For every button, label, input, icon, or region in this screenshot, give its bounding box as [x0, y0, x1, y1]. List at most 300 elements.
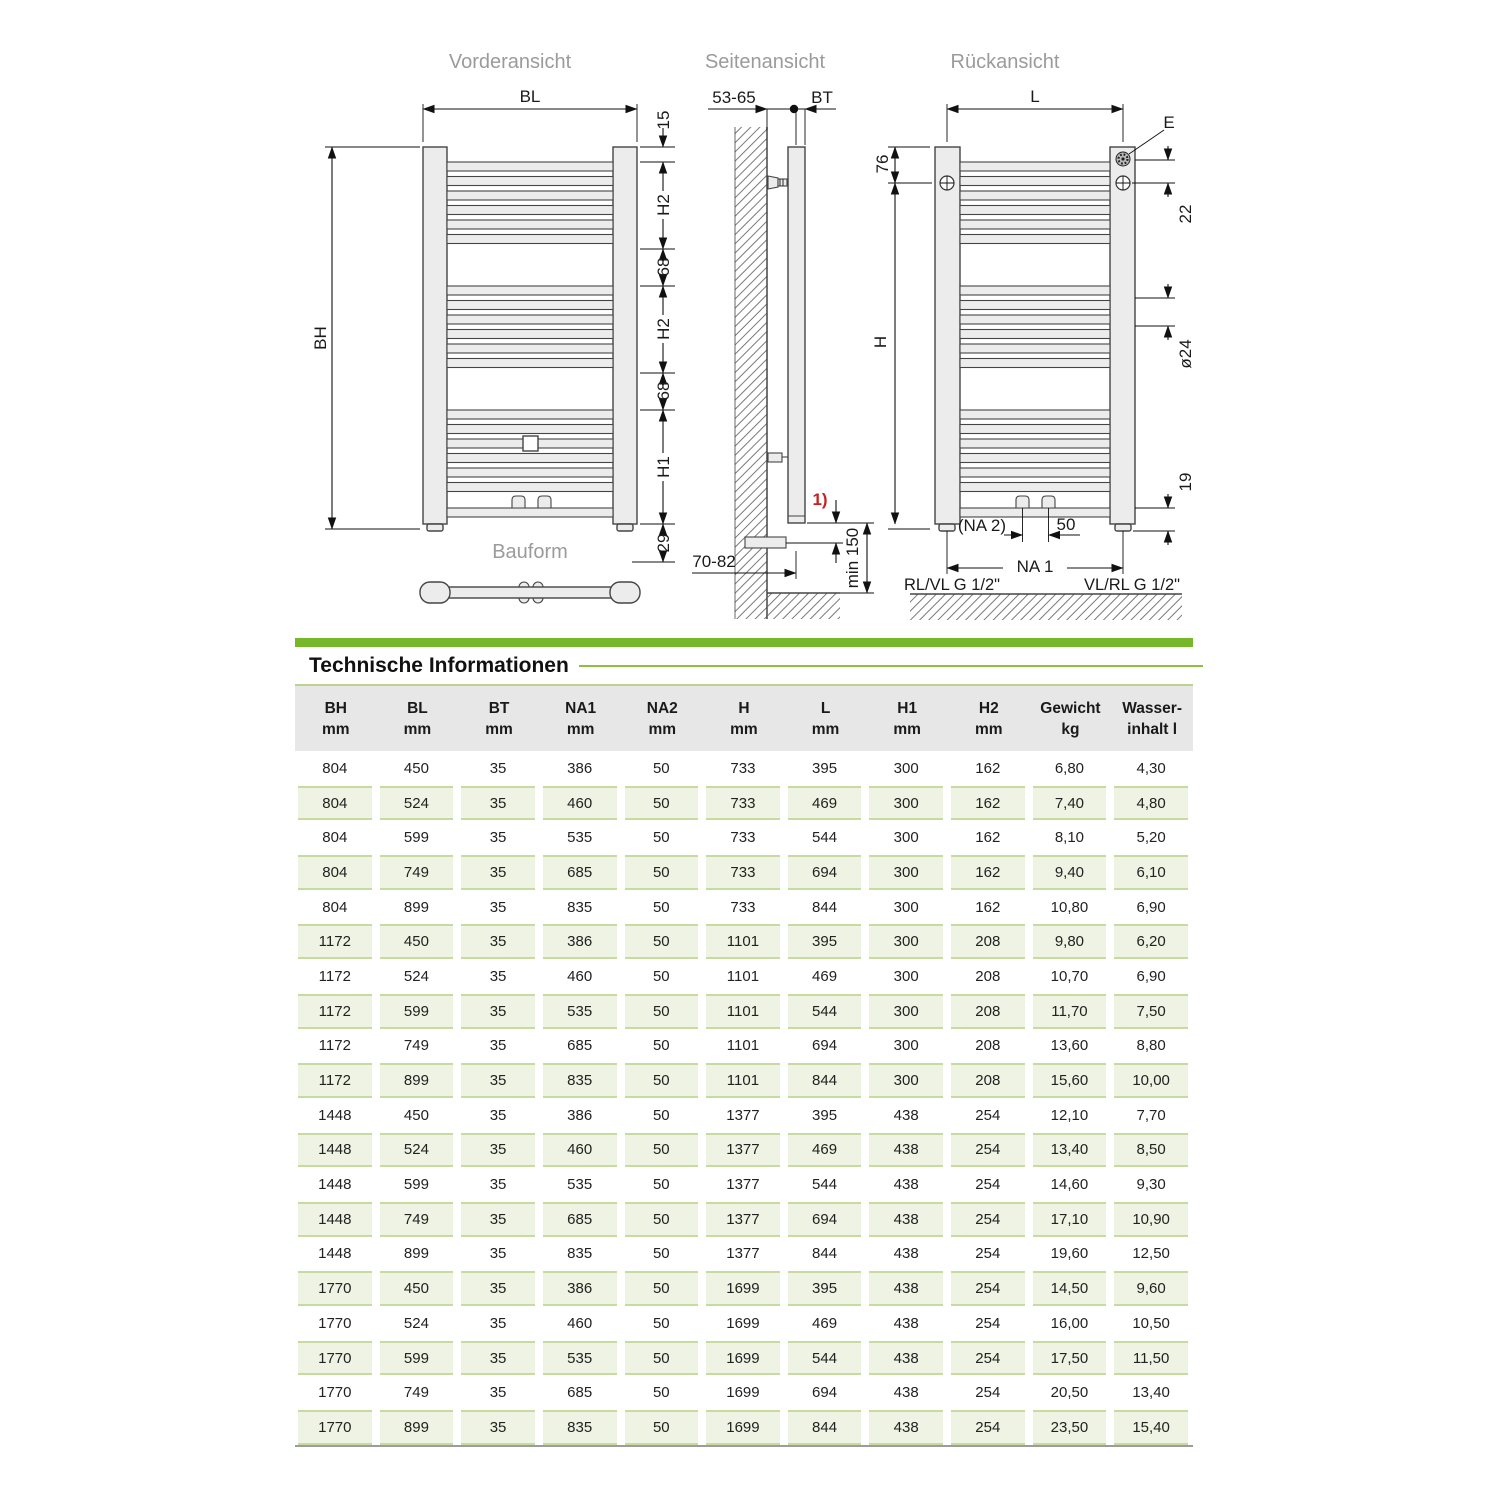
table-cell: 35	[458, 1375, 540, 1410]
floor-hatch	[910, 594, 1182, 620]
table-cell: 438	[866, 1271, 948, 1306]
table-cell: 50	[622, 994, 704, 1029]
side-bottom-pipe	[745, 537, 786, 548]
table-cell: 685	[540, 855, 622, 890]
table-cell: 254	[948, 1167, 1030, 1202]
table-cell: 300	[866, 786, 948, 821]
table-cell: 50	[622, 1029, 704, 1064]
rear-view-title: Rückansicht	[950, 51, 1060, 73]
dim-label-68-upper: 68	[654, 257, 673, 277]
table-cell: 162	[948, 855, 1030, 890]
column-header: H1 mm	[866, 686, 948, 751]
table-cell: 835	[540, 1410, 622, 1445]
table-cell: 7,50	[1111, 994, 1193, 1029]
table-row	[295, 1063, 1193, 1098]
table-cell: 13,40	[1030, 1133, 1112, 1168]
table-cell: 208	[948, 994, 1030, 1029]
table-row	[295, 1202, 1193, 1237]
table-cell: 50	[622, 1341, 704, 1376]
table-body	[295, 751, 1193, 1445]
table-cell: 1699	[703, 1271, 785, 1306]
front-valve	[523, 436, 538, 451]
column-header: BH mm	[295, 686, 377, 751]
table-cell: 254	[948, 1133, 1030, 1168]
table-cell: 35	[458, 1271, 540, 1306]
table-row	[295, 1341, 1193, 1376]
front-connection-nub	[538, 496, 551, 508]
table-cell: 10,80	[1030, 890, 1112, 925]
table-cell: 20,50	[1030, 1375, 1112, 1410]
connection-label-right: VL/RL G 1/2"	[1083, 576, 1181, 594]
table-cell: 386	[540, 751, 622, 786]
dim-label-19: 19	[1176, 472, 1195, 492]
table-cell: 1448	[295, 1133, 377, 1168]
table-cell: 9,80	[1030, 924, 1112, 959]
footnote-marker: 1)	[812, 490, 828, 509]
rear-left-foot	[939, 524, 955, 531]
table-cell: 438	[866, 1167, 948, 1202]
table-cell: 1101	[703, 959, 785, 994]
table-cell: 50	[622, 1098, 704, 1133]
table-cell: 12,50	[1111, 1237, 1193, 1272]
dim-label-tube-diameter: ø24	[1176, 339, 1195, 369]
bauform-title: Bauform	[492, 541, 568, 563]
table-cell: 899	[377, 890, 459, 925]
table-cell: 460	[540, 1133, 622, 1168]
table-row	[295, 1375, 1193, 1410]
table-cell: 469	[785, 959, 867, 994]
table-cell: 35	[458, 1133, 540, 1168]
table-cell: 12,10	[1030, 1098, 1112, 1133]
table-cell: 438	[866, 1133, 948, 1168]
table-cell: 386	[540, 924, 622, 959]
table-cell: 524	[377, 1306, 459, 1341]
table-row	[295, 820, 1193, 855]
dim-label-76: 76	[873, 154, 892, 174]
table-cell: 6,20	[1111, 924, 1193, 959]
table-cell: 395	[785, 924, 867, 959]
table-cell: 1770	[295, 1271, 377, 1306]
table-cell: 1101	[703, 1029, 785, 1064]
table-cell: 15,40	[1111, 1410, 1193, 1445]
dim-label-e: E	[1163, 113, 1175, 132]
table-cell: 35	[458, 1029, 540, 1064]
table-cell: 469	[785, 1133, 867, 1168]
table-cell: 254	[948, 1237, 1030, 1272]
table-cell: 1101	[703, 924, 785, 959]
dim-label-15: 15	[654, 110, 673, 130]
table-cell: 162	[948, 820, 1030, 855]
table-cell: 162	[948, 786, 1030, 821]
table-row	[295, 1029, 1193, 1064]
table-cell: 35	[458, 820, 540, 855]
table-cell: 254	[948, 1410, 1030, 1445]
table-row	[295, 1306, 1193, 1341]
dim-label-na1: NA 1	[1016, 557, 1054, 576]
table-cell: 300	[866, 1029, 948, 1064]
table-row	[295, 1410, 1193, 1445]
table-cell: 162	[948, 890, 1030, 925]
dim-label-bh: BH	[311, 326, 330, 350]
table-cell: 15,60	[1030, 1063, 1112, 1098]
front-view	[311, 51, 675, 562]
side-radiator-bar	[788, 147, 805, 523]
table-cell: 535	[540, 820, 622, 855]
table-cell: 1172	[295, 924, 377, 959]
bauform-left-cap	[420, 582, 450, 603]
table-cell: 1172	[295, 1029, 377, 1064]
table-cell: 254	[948, 1202, 1030, 1237]
table-cell: 804	[295, 855, 377, 890]
front-left-collector	[423, 147, 447, 524]
table-bottom-rule	[295, 1445, 1193, 1447]
rear-connection-nub	[1042, 496, 1055, 508]
table-cell: 9,40	[1030, 855, 1112, 890]
table-cell: 254	[948, 1375, 1030, 1410]
dim-reference-dot	[790, 105, 798, 113]
table-cell: 535	[540, 1341, 622, 1376]
table-cell: 685	[540, 1029, 622, 1064]
table-cell: 835	[540, 890, 622, 925]
table-cell: 35	[458, 1410, 540, 1445]
table-cell: 35	[458, 786, 540, 821]
table-cell: 50	[622, 1167, 704, 1202]
table-cell: 10,00	[1111, 1063, 1193, 1098]
table-cell: 438	[866, 1098, 948, 1133]
table-cell: 10,70	[1030, 959, 1112, 994]
mounting-point	[1116, 176, 1130, 190]
table-cell: 1377	[703, 1167, 785, 1202]
table-cell: 450	[377, 751, 459, 786]
table-cell: 50	[622, 1133, 704, 1168]
column-header: H2 mm	[948, 686, 1030, 751]
dim-label-h2-lower: H2	[654, 318, 673, 340]
table-cell: 300	[866, 855, 948, 890]
table-cell: 1448	[295, 1237, 377, 1272]
table-cell: 35	[458, 1202, 540, 1237]
side-view	[692, 51, 874, 619]
table-cell: 899	[377, 1410, 459, 1445]
e-fixing-screw	[1116, 152, 1130, 166]
green-accent-bar	[295, 638, 1193, 647]
table-cell: 7,40	[1030, 786, 1112, 821]
table-cell: 1172	[295, 1063, 377, 1098]
dim-label-wall-distance: 53-65	[712, 88, 756, 107]
table-cell: 524	[377, 959, 459, 994]
table-cell: 469	[785, 1306, 867, 1341]
table-cell: 733	[703, 855, 785, 890]
table-cell: 300	[866, 890, 948, 925]
table-cell: 1699	[703, 1375, 785, 1410]
table-row	[295, 1167, 1193, 1202]
wall-bracket-upper	[768, 176, 778, 189]
table-cell: 300	[866, 1063, 948, 1098]
table-cell: 899	[377, 1063, 459, 1098]
table-cell: 395	[785, 1271, 867, 1306]
table-row	[295, 1133, 1193, 1168]
table-cell: 1377	[703, 1237, 785, 1272]
dim-label-h: H	[871, 335, 890, 349]
table-cell: 1101	[703, 994, 785, 1029]
table-cell: 50	[622, 924, 704, 959]
table-cell: 395	[785, 1098, 867, 1133]
table-cell: 1770	[295, 1306, 377, 1341]
table-row	[295, 924, 1193, 959]
table-cell: 438	[866, 1341, 948, 1376]
table-cell: 35	[458, 1167, 540, 1202]
table-cell: 8,50	[1111, 1133, 1193, 1168]
technical-information-section	[295, 638, 1193, 1447]
dim-label-50: 50	[1056, 515, 1076, 534]
table-cell: 460	[540, 1306, 622, 1341]
table-cell: 835	[540, 1237, 622, 1272]
table-cell: 162	[948, 751, 1030, 786]
table-cell: 1377	[703, 1202, 785, 1237]
table-cell: 50	[622, 820, 704, 855]
table-row	[295, 1237, 1193, 1272]
table-cell: 733	[703, 786, 785, 821]
table-cell: 438	[866, 1410, 948, 1445]
table-cell: 599	[377, 820, 459, 855]
table-cell: 685	[540, 1375, 622, 1410]
dim-label-68-lower: 68	[654, 381, 673, 401]
table-cell: 749	[377, 855, 459, 890]
table-cell: 749	[377, 1375, 459, 1410]
table-cell: 11,50	[1111, 1341, 1193, 1376]
table-cell: 469	[785, 786, 867, 821]
table-cell: 450	[377, 1098, 459, 1133]
table-cell: 460	[540, 959, 622, 994]
table-row	[295, 855, 1193, 890]
table-cell: 438	[866, 1375, 948, 1410]
bauform-nub	[519, 598, 529, 603]
table-cell: 19,60	[1030, 1237, 1112, 1272]
column-header: BL mm	[377, 686, 459, 751]
technical-data-table	[295, 686, 1193, 1445]
table-cell: 254	[948, 1098, 1030, 1133]
table-cell: 749	[377, 1202, 459, 1237]
table-cell: 50	[622, 786, 704, 821]
table-cell: 35	[458, 959, 540, 994]
table-row	[295, 959, 1193, 994]
floor-hatch	[767, 593, 840, 619]
table-cell: 460	[540, 786, 622, 821]
table-cell: 694	[785, 1375, 867, 1410]
table-row	[295, 994, 1193, 1029]
table-cell: 300	[866, 924, 948, 959]
table-cell: 6,80	[1030, 751, 1112, 786]
front-right-collector	[613, 147, 637, 524]
table-cell: 208	[948, 924, 1030, 959]
table-header-row	[295, 686, 1193, 751]
table-cell: 1770	[295, 1375, 377, 1410]
rear-right-foot	[1115, 524, 1131, 531]
table-cell: 899	[377, 1237, 459, 1272]
table-cell: 7,70	[1111, 1098, 1193, 1133]
table-cell: 1377	[703, 1098, 785, 1133]
table-cell: 1448	[295, 1202, 377, 1237]
table-cell: 35	[458, 1098, 540, 1133]
table-row	[295, 1271, 1193, 1306]
rear-right-collector	[1110, 147, 1135, 524]
table-cell: 1377	[703, 1133, 785, 1168]
front-right-foot	[617, 524, 633, 531]
dim-label-l: L	[1030, 87, 1040, 106]
table-cell: 6,10	[1111, 855, 1193, 890]
table-cell: 50	[622, 1271, 704, 1306]
table-cell: 6,90	[1111, 959, 1193, 994]
table-cell: 50	[622, 1063, 704, 1098]
table-cell: 1172	[295, 994, 377, 1029]
table-cell: 35	[458, 1306, 540, 1341]
dim-label-22: 22	[1176, 204, 1195, 224]
table-cell: 438	[866, 1202, 948, 1237]
table-cell: 10,50	[1111, 1306, 1193, 1341]
table-cell: 50	[622, 1202, 704, 1237]
table-cell: 13,40	[1111, 1375, 1193, 1410]
table-cell: 11,70	[1030, 994, 1112, 1029]
table-cell: 35	[458, 855, 540, 890]
table-cell: 438	[866, 1237, 948, 1272]
table-cell: 450	[377, 924, 459, 959]
table-cell: 524	[377, 786, 459, 821]
table-cell: 50	[622, 1375, 704, 1410]
table-cell: 733	[703, 890, 785, 925]
column-header: BT mm	[458, 686, 540, 751]
table-cell: 599	[377, 1341, 459, 1376]
rear-view	[871, 51, 1195, 620]
table-cell: 6,90	[1111, 890, 1193, 925]
connection-label-left: RL/VL G 1/2"	[903, 576, 1001, 594]
column-header: H mm	[703, 686, 785, 751]
table-cell: 804	[295, 820, 377, 855]
table-cell: 50	[622, 1410, 704, 1445]
table-cell: 35	[458, 1063, 540, 1098]
table-cell: 254	[948, 1341, 1030, 1376]
bauform-nub	[519, 582, 529, 587]
table-cell: 16,00	[1030, 1306, 1112, 1341]
table-cell: 1448	[295, 1167, 377, 1202]
table-cell: 14,50	[1030, 1271, 1112, 1306]
table-cell: 1770	[295, 1341, 377, 1376]
table-cell: 9,60	[1111, 1271, 1193, 1306]
table-cell: 733	[703, 820, 785, 855]
front-left-foot	[427, 524, 443, 531]
table-cell: 5,20	[1111, 820, 1193, 855]
front-connection-nub	[512, 496, 525, 508]
table-cell: 450	[377, 1271, 459, 1306]
bauform-view	[420, 541, 640, 603]
table-cell: 8,10	[1030, 820, 1112, 855]
technical-drawing	[280, 42, 1220, 634]
table-cell: 8,80	[1111, 1029, 1193, 1064]
section-title: Technische Informationen	[309, 653, 569, 677]
table-cell: 50	[622, 1237, 704, 1272]
table-cell: 35	[458, 890, 540, 925]
dim-label-min-clearance: min 150	[843, 527, 862, 589]
front-view-title: Vorderansicht	[448, 51, 572, 73]
table-cell: 50	[622, 855, 704, 890]
table-cell: 599	[377, 994, 459, 1029]
table-cell: 844	[785, 1237, 867, 1272]
rear-tubes	[960, 162, 1110, 517]
dim-label-floor-distance: 70-82	[692, 552, 736, 571]
table-cell: 804	[295, 890, 377, 925]
table-cell: 685	[540, 1202, 622, 1237]
table-cell: 35	[458, 994, 540, 1029]
table-cell: 1699	[703, 1306, 785, 1341]
table-cell: 386	[540, 1098, 622, 1133]
dim-label-29: 29	[654, 533, 673, 553]
table-cell: 35	[458, 924, 540, 959]
column-header: Gewicht kg	[1030, 686, 1112, 751]
table-cell: 395	[785, 751, 867, 786]
column-header: NA1 mm	[540, 686, 622, 751]
dim-label-bt: BT	[811, 88, 833, 107]
table-cell: 35	[458, 1237, 540, 1272]
table-row	[295, 786, 1193, 821]
table-cell: 9,30	[1111, 1167, 1193, 1202]
side-view-title: Seitenansicht	[704, 51, 826, 73]
column-header: L mm	[785, 686, 867, 751]
table-cell: 300	[866, 820, 948, 855]
table-cell: 23,50	[1030, 1410, 1112, 1445]
table-cell: 733	[703, 751, 785, 786]
table-cell: 1101	[703, 1063, 785, 1098]
table-row	[295, 890, 1193, 925]
section-title-row	[295, 652, 1193, 679]
wall-bracket-lower	[768, 453, 782, 462]
table-cell: 1699	[703, 1410, 785, 1445]
bauform-nub	[533, 582, 543, 587]
table-cell: 835	[540, 1063, 622, 1098]
dim-label-bl: BL	[519, 87, 541, 106]
table-cell: 544	[785, 1167, 867, 1202]
table-cell: 1699	[703, 1341, 785, 1376]
table-cell: 804	[295, 751, 377, 786]
table-cell: 1770	[295, 1410, 377, 1445]
table-cell: 254	[948, 1306, 1030, 1341]
table-row	[295, 751, 1193, 786]
table-cell: 50	[622, 959, 704, 994]
table-cell: 844	[785, 1410, 867, 1445]
wall-bracket-upper-bolt	[778, 179, 787, 186]
table-cell: 254	[948, 1271, 1030, 1306]
mounting-point	[940, 176, 954, 190]
table-cell: 599	[377, 1167, 459, 1202]
table-cell: 535	[540, 994, 622, 1029]
table-cell: 300	[866, 994, 948, 1029]
table-cell: 17,10	[1030, 1202, 1112, 1237]
table-cell: 844	[785, 890, 867, 925]
table-cell: 804	[295, 786, 377, 821]
table-cell: 386	[540, 1271, 622, 1306]
bauform-bar	[430, 587, 630, 598]
table-cell: 4,80	[1111, 786, 1193, 821]
dim-label-na2: (NA 2)	[957, 516, 1006, 535]
table-row	[295, 1098, 1193, 1133]
table-cell: 535	[540, 1167, 622, 1202]
table-cell: 50	[622, 890, 704, 925]
table-cell: 749	[377, 1029, 459, 1064]
table-cell: 300	[866, 959, 948, 994]
table-cell: 694	[785, 855, 867, 890]
table-cell: 35	[458, 751, 540, 786]
rear-left-collector	[935, 147, 960, 524]
table-cell: 14,60	[1030, 1167, 1112, 1202]
table-cell: 50	[622, 1306, 704, 1341]
table-cell: 1172	[295, 959, 377, 994]
